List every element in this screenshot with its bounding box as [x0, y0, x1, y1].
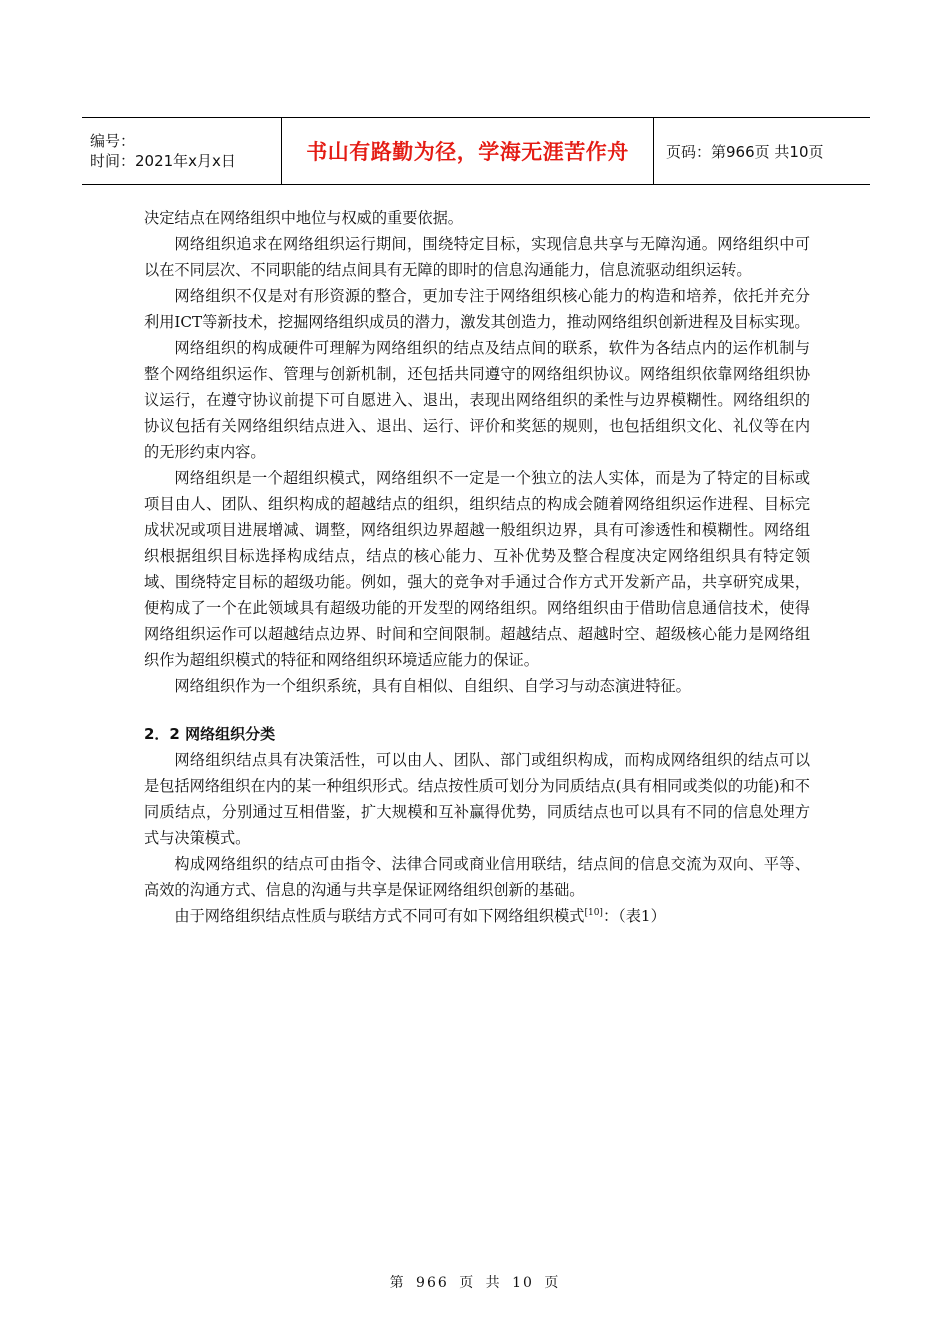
paragraph: 构成网络组织的结点可由指令、法律合同或商业信用联结，结点间的信息交流为双向、平等、高效的沟通方式、信息的沟通与共享是保证网络组织创新的基础。: [144, 855, 810, 899]
document-body: [144, 205, 810, 929]
paragraph: 决定结点在网络组织中地位与权威的重要依据。: [144, 209, 463, 227]
paragraph-tail: ：（表1）: [602, 907, 666, 925]
paragraph-text: 由于网络组织结点性质与联结方式不同可有如下网络组织模式: [174, 907, 585, 925]
document-number-label: 编号：: [90, 132, 136, 150]
paragraph: [144, 903, 810, 929]
paragraph: 网络组织的构成硬件可理解为网络组织的结点及结点间的联系，软件为各结点内的运作机制与整个网络组织运作、管理与创新机制，还包括共同遵守的网络组织协议。网络组织依靠网络组织协议运行，在遵守协议前提下可自愿进入、退出，表现出网络组织的柔性与边界模糊性。网络组织的协议包括有关网络组织结点进入、退出、运行、评价和奖惩的规则，也包括组织文化、礼仪等在内的无形约束内容。: [144, 339, 810, 461]
paragraph: 网络组织不仅是对有形资源的整合，更加专注于网络组织核心能力的构造和培养，依托并充分利用ICT等新技术，挖掘网络组织成员的潜力，激发其创造力，推动网络组织创新进程及目标实现。: [144, 287, 810, 331]
page-footer: [0, 1272, 950, 1292]
header-meta: [82, 118, 282, 184]
section-heading: 2．2 网络组织分类: [144, 725, 276, 743]
document-time-label: 时间：2021年x月x日: [90, 152, 236, 170]
footer-page-number: 第 966 页 共 10 页: [389, 1275, 561, 1291]
citation-ref: [10]: [584, 908, 603, 918]
header-motto: [282, 118, 654, 184]
paragraph: 网络组织结点具有决策活性，可以由人、团队、部门或组织构成，而构成网络组织的结点可以是包括网络组织在内的某一种组织形式。结点按性质可划分为同质结点(具有相同或类似的功能)和不同质结点，分别通过互相借鉴，扩大规模和互补赢得优势，同质结点也可以具有不同的信息处理方式与决策模式。: [144, 751, 810, 847]
paragraph: 网络组织追求在网络组织运行期间，围绕特定目标，实现信息共享与无障沟通。网络组织中可以在不同层次、不同职能的结点间具有无障的即时的信息沟通能力，信息流驱动组织运转。: [144, 235, 810, 279]
motto-text: 书山有路勤为径，学海无涯苦作舟: [306, 140, 629, 164]
paragraph: 网络组织作为一个组织系统，具有自相似、自组织、自学习与动态演进特征。: [174, 677, 691, 695]
paragraph: 网络组织是一个超组织模式，网络组织不一定是一个独立的法人实体，而是为了特定的目标或项目由人、团队、组织构成的超越结点的组织，组织结点的构成会随着网络组织运作进程、目标完成状况或项目进展增减、调整，网络组织边界超越一般组织边界，具有可渗透性和模糊性。网络组织根据组织目标选择构成结点，结点的核心能力、互补优势及整合程度决定网络组织具有特定领域、围绕特定目标的超级功能。例如，强大的竞争对手通过合作方式开发新产品，共享研究成果，便构成了一个在此领域具有超级功能的开发型的网络组织。网络组织由于借助信息通信技术，使得网络组织运作可以超越结点边界、时间和空间限制。超越结点、超越时空、超级核心能力是网络组织作为超组织模式的特征和网络组织环境适应能力的保证。: [144, 469, 810, 669]
page-header: [82, 117, 870, 185]
page-code-text: 页码：第966页 共10页: [666, 142, 824, 161]
header-page-code: [654, 118, 870, 184]
